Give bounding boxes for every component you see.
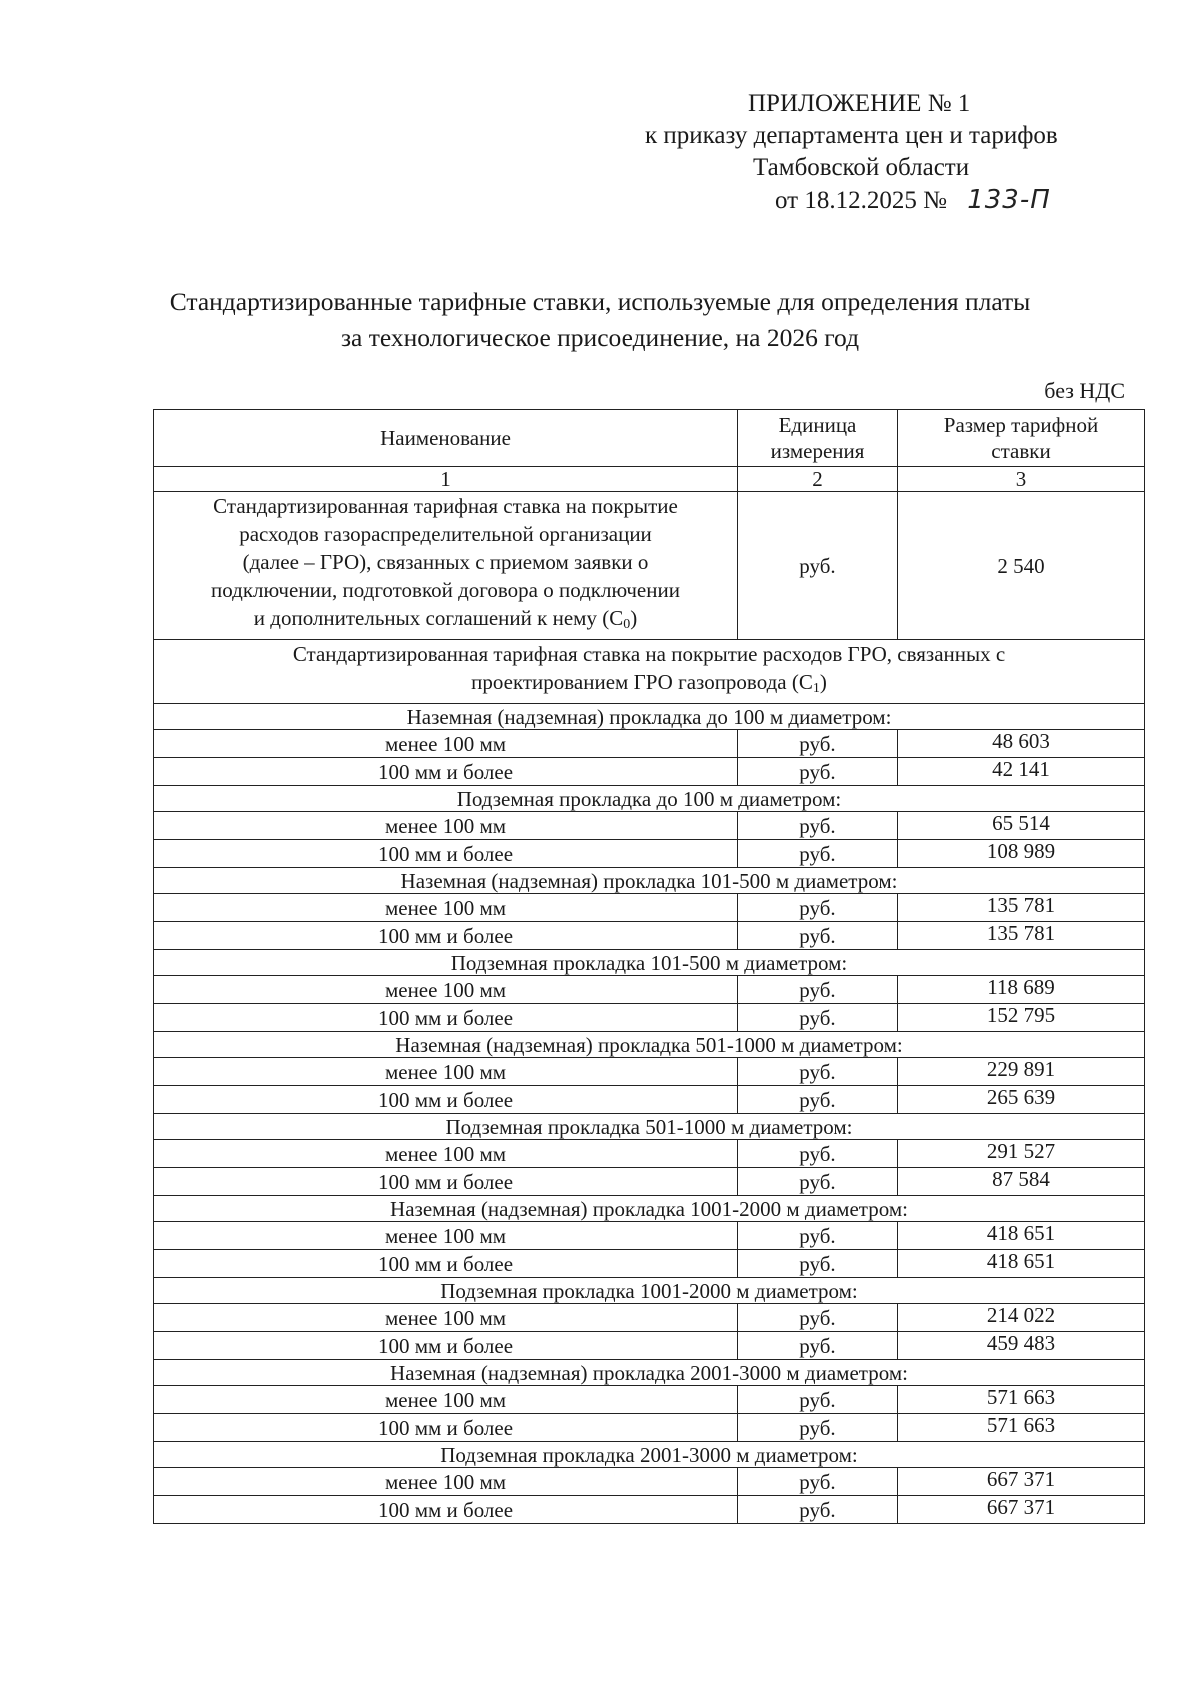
table-row — [154, 1086, 1145, 1114]
group-title: Наземная (надземная) прокладка 2001-3000 м диаметром: — [154, 1360, 1145, 1386]
row-name: 100 мм и более — [154, 1496, 738, 1524]
row-unit: руб. — [738, 1140, 898, 1168]
row-name: 100 мм и более — [154, 758, 738, 786]
row-unit: руб. — [738, 758, 898, 786]
row-name: 100 мм и более — [154, 840, 738, 868]
row-value: 135 781 — [898, 922, 1145, 950]
group-header-row — [154, 1278, 1145, 1304]
group-title: Подземная прокладка 501-1000 м диаметром: — [154, 1114, 1145, 1140]
table-row — [154, 1140, 1145, 1168]
handwritten-order-number: 133-П — [967, 185, 1051, 215]
row-unit: руб. — [738, 1468, 898, 1496]
row-value: 108 989 — [898, 840, 1145, 868]
row-unit: руб. — [738, 1332, 898, 1360]
row-value: 152 795 — [898, 1004, 1145, 1032]
row-unit: руб. — [738, 1222, 898, 1250]
group-title: Подземная прокладка 101-500 м диаметром: — [154, 950, 1145, 976]
row-name: менее 100 мм — [154, 976, 738, 1004]
table-row — [154, 1414, 1145, 1442]
table-row — [154, 840, 1145, 868]
group-header-row — [154, 950, 1145, 976]
table-header-row — [154, 410, 1145, 467]
row-value: 291 527 — [898, 1140, 1145, 1168]
row-value: 571 663 — [898, 1414, 1145, 1442]
row-name: менее 100 мм — [154, 894, 738, 922]
row-unit: руб. — [738, 1304, 898, 1332]
group-header-row — [154, 1032, 1145, 1058]
row-unit: руб. — [738, 1058, 898, 1086]
group-title: Наземная (надземная) прокладка 101-500 м диаметром: — [154, 868, 1145, 894]
table-row — [154, 1386, 1145, 1414]
c1-section-title: Стандартизированная тарифная ставка на покрытие расходов ГРО, связанных с проектированием ГРО газопровода $(С_1)$ — [154, 640, 1145, 704]
row-name: менее 100 мм — [154, 1222, 738, 1250]
table-row — [154, 1496, 1145, 1524]
tariff-table — [153, 409, 1145, 1524]
table-row — [154, 976, 1145, 1004]
row-unit: руб. — [738, 922, 898, 950]
row-value: 418 651 — [898, 1222, 1145, 1250]
row-name: 100 мм и более — [154, 1332, 738, 1360]
row-unit: руб. — [738, 1168, 898, 1196]
row-unit: руб. — [738, 976, 898, 1004]
header-unit: Единица измерения — [738, 410, 898, 467]
group-header-row — [154, 1442, 1145, 1468]
table-row — [154, 1222, 1145, 1250]
row-name: менее 100 мм — [154, 1304, 738, 1332]
row-value: 418 651 — [898, 1250, 1145, 1278]
table-row — [154, 1250, 1145, 1278]
order-date-text: от 18.12.2025 № — [775, 187, 947, 214]
group-header-row — [154, 1360, 1145, 1386]
row-value: 214 022 — [898, 1304, 1145, 1332]
row-name: 100 мм и более — [154, 1004, 738, 1032]
c1-section-row — [154, 640, 1145, 704]
table-row — [154, 758, 1145, 786]
document-title — [0, 284, 1200, 356]
row-unit: руб. — [738, 894, 898, 922]
table-row — [154, 1304, 1145, 1332]
row-name: менее 100 мм — [154, 1140, 738, 1168]
row-unit: руб. — [738, 1250, 898, 1278]
row-name: 100 мм и более — [154, 922, 738, 950]
row-unit: руб. — [738, 730, 898, 758]
c0-rate-row — [154, 492, 1145, 640]
table-row — [154, 1332, 1145, 1360]
c0-unit: руб. — [738, 492, 898, 640]
group-title: Подземная прокладка 1001-2000 м диаметром: — [154, 1278, 1145, 1304]
row-unit: руб. — [738, 1004, 898, 1032]
row-unit: руб. — [738, 1414, 898, 1442]
row-name: 100 мм и более — [154, 1414, 738, 1442]
group-title: Подземная прокладка до 100 м диаметром: — [154, 786, 1145, 812]
group-header-row — [154, 868, 1145, 894]
table-row — [154, 1168, 1145, 1196]
row-value: 118 689 — [898, 976, 1145, 1004]
c0-description: Стандартизированная тарифная ставка на покрытие расходов газораспределительной организации (далее – ГРО), связанных с приемом заявки о подключении, подготовкой договора о подключении и дополнительных соглашений к нему $(С_0)$ — [154, 492, 738, 640]
row-value: 42 141 — [898, 758, 1145, 786]
column-number: 3 — [898, 467, 1145, 492]
row-name: менее 100 мм — [154, 730, 738, 758]
appendix-title: ПРИЛОЖЕНИЕ № 1 — [748, 90, 971, 117]
row-name: менее 100 мм — [154, 812, 738, 840]
row-value: 571 663 — [898, 1386, 1145, 1414]
table-row — [154, 1468, 1145, 1496]
table-row — [154, 1058, 1145, 1086]
table-row — [154, 812, 1145, 840]
order-date — [775, 184, 1051, 217]
row-unit: руб. — [738, 812, 898, 840]
column-numbers-row — [154, 467, 1145, 492]
row-value: 265 639 — [898, 1086, 1145, 1114]
group-title: Подземная прокладка 2001-3000 м диаметром: — [154, 1442, 1145, 1468]
table-row — [154, 1004, 1145, 1032]
title-line-1: Стандартизированные тарифные ставки, используемые для определения платы — [169, 287, 1031, 316]
row-name: менее 100 мм — [154, 1058, 738, 1086]
row-value: 229 891 — [898, 1058, 1145, 1086]
row-name: 100 мм и более — [154, 1086, 738, 1114]
group-header-row — [154, 786, 1145, 812]
column-number: 1 — [154, 467, 738, 492]
group-header-row — [154, 1114, 1145, 1140]
title-line-2: за технологическое присоединение, на 2026 год — [340, 323, 860, 352]
row-value: 667 371 — [898, 1468, 1145, 1496]
vat-note: без НДС — [1044, 378, 1125, 403]
column-number: 2 — [738, 467, 898, 492]
group-header-row — [154, 704, 1145, 730]
group-title: Наземная (надземная) прокладка 1001-2000 м диаметром: — [154, 1196, 1145, 1222]
order-reference: к приказу департамента цен и тарифов — [645, 122, 1058, 149]
table-row — [154, 922, 1145, 950]
c0-value: 2 540 — [898, 492, 1145, 640]
row-unit: руб. — [738, 840, 898, 868]
table-row — [154, 730, 1145, 758]
row-value: 65 514 — [898, 812, 1145, 840]
row-unit: руб. — [738, 1496, 898, 1524]
row-name: менее 100 мм — [154, 1468, 738, 1496]
header-name: Наименование — [154, 410, 738, 467]
row-unit: руб. — [738, 1086, 898, 1114]
row-name: 100 мм и более — [154, 1168, 738, 1196]
row-value: 135 781 — [898, 894, 1145, 922]
row-name: 100 мм и более — [154, 1250, 738, 1278]
row-value: 667 371 — [898, 1496, 1145, 1524]
group-title: Наземная (надземная) прокладка до 100 м диаметром: — [154, 704, 1145, 730]
row-value: 87 584 — [898, 1168, 1145, 1196]
group-title: Наземная (надземная) прокладка 501-1000 м диаметром: — [154, 1032, 1145, 1058]
row-name: менее 100 мм — [154, 1386, 738, 1414]
row-value: 459 483 — [898, 1332, 1145, 1360]
table-row — [154, 894, 1145, 922]
row-value: 48 603 — [898, 730, 1145, 758]
region-name: Тамбовской области — [753, 154, 970, 181]
header-rate: Размер тарифной ставки — [898, 410, 1145, 467]
row-unit: руб. — [738, 1386, 898, 1414]
group-header-row — [154, 1196, 1145, 1222]
